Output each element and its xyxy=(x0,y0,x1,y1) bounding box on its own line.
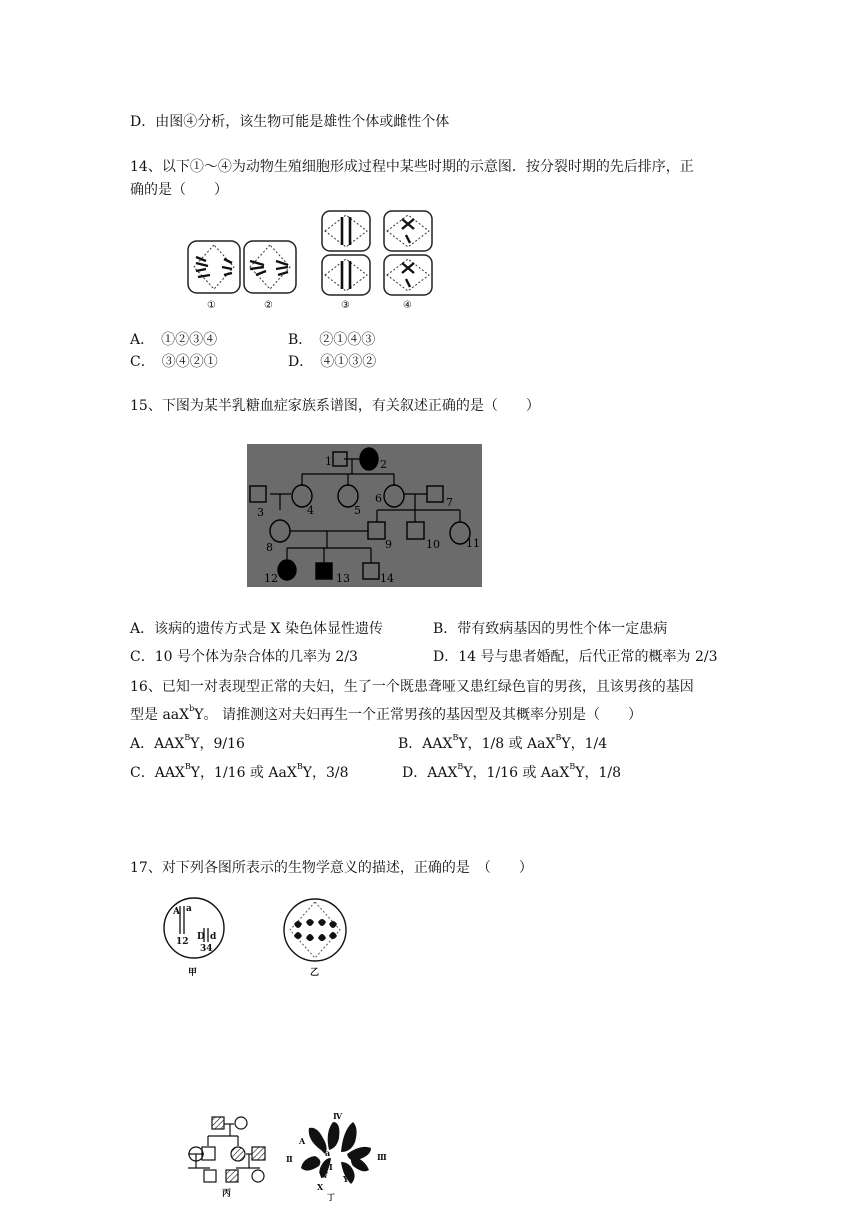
q16-a-mid: Y，9/16 xyxy=(190,736,245,752)
q14-label-4: ④ xyxy=(403,300,412,311)
pedigree-num-3: 3 xyxy=(257,506,264,519)
q15-option-a: A．该病的遗传方式是 X 染色体显性遗传 xyxy=(130,621,383,637)
q14-stem-line2: 确的是（ ） xyxy=(130,182,228,198)
q16-option-b xyxy=(398,734,607,754)
ding-mark-Y: Y xyxy=(343,1174,349,1184)
q16-option-c xyxy=(130,763,348,783)
pedigree-2 xyxy=(360,448,378,470)
q14-cell-4 xyxy=(384,211,432,295)
q16-a-pre: A．AAX xyxy=(130,736,185,752)
pedigree-13 xyxy=(316,563,332,579)
pedigree-num-2: 2 xyxy=(380,458,387,471)
q14-cell-2 xyxy=(244,241,296,293)
q14-option-b: B． ②①④③ xyxy=(288,332,376,348)
q13-option-d: D．由图④分析，该生物可能是雄性个体或雌性个体 xyxy=(130,114,450,130)
jia-gene-A: A xyxy=(173,907,180,917)
q16-option-a xyxy=(130,734,245,754)
jia-gene-a: a xyxy=(186,904,192,914)
ding-mark-IV: Ⅳ xyxy=(333,1111,343,1121)
q16-d-sup1: B xyxy=(457,762,464,771)
pedigree-num-9: 9 xyxy=(385,538,392,551)
q16-d-pre: D．AAX xyxy=(402,765,458,781)
q16-b-sup1: B xyxy=(452,733,459,742)
q14-option-c: C． ③④②① xyxy=(130,354,218,370)
pedigree-num-7: 7 xyxy=(446,496,453,509)
pedigree-num-14: 14 xyxy=(380,572,394,585)
q14-label-3: ③ xyxy=(341,300,350,311)
q15-option-d: D．14 号与患者婚配，后代正常的概率为 2/3 xyxy=(433,649,718,665)
pedigree-num-1: 1 xyxy=(325,455,332,468)
q15-pedigree-chart xyxy=(247,444,482,587)
q16-c-sup1: B xyxy=(184,762,191,771)
ding-mark-I: Ⅰ xyxy=(329,1162,333,1172)
jia-num-34: 34 xyxy=(200,944,213,954)
q16-c-pre: C．AAX xyxy=(130,765,185,781)
ding-mark-III: Ⅲ xyxy=(377,1152,387,1162)
q16-c-sup2: B xyxy=(296,762,303,771)
q16-d-post: Y，1/8 xyxy=(575,765,621,781)
ding-mark-A: A xyxy=(299,1136,306,1146)
pedigree-num-5: 5 xyxy=(354,504,361,517)
q14-label-1: ① xyxy=(207,300,216,311)
q17-figure-jia xyxy=(160,896,230,980)
q16-c-post: Y，3/8 xyxy=(302,765,349,781)
q16-a-sup: B xyxy=(184,733,191,742)
ding-mark-II: Ⅱ xyxy=(286,1154,293,1164)
q16-c-mid: Y，1/16 或 AaX xyxy=(190,765,297,781)
q16-b-sup2: B xyxy=(555,733,562,742)
q16-option-d xyxy=(402,763,621,783)
q14-option-d: D． ④①③② xyxy=(288,354,377,370)
pedigree-num-13: 13 xyxy=(336,572,350,585)
q16-stem-post: Y。 请推测这对夫妇再生一个正常男孩的基因型及其概率分别是（ ） xyxy=(194,707,642,723)
q14-stem-line1: 14、以下①～④为动物生殖细胞形成过程中某些时期的示意图．按分裂时期的先后排序，正 xyxy=(130,159,694,175)
pedigree-num-11: 11 xyxy=(466,537,480,550)
q17-figure-yi xyxy=(280,896,352,980)
q14-cell-division-figure xyxy=(180,205,440,315)
q16-d-sup2: B xyxy=(569,762,576,771)
ding-label: 丁 xyxy=(327,1192,335,1202)
q14-option-a: A． ①②③④ xyxy=(130,332,218,348)
pedigree-num-10: 10 xyxy=(426,538,440,551)
pedigree-num-12: 12 xyxy=(264,572,278,585)
q16-b-mid: Y，1/8 或 AaX xyxy=(458,736,556,752)
pedigree-num-8: 8 xyxy=(266,541,273,554)
pedigree-num-4: 4 xyxy=(307,504,314,517)
bing-label: 丙 xyxy=(222,1189,232,1199)
q16-stem-sup: b xyxy=(189,704,195,713)
q16-b-pre: B．AAX xyxy=(398,736,453,752)
ding-mark-W: W xyxy=(319,1170,328,1180)
jia-label: 甲 xyxy=(188,968,198,978)
pedigree-12 xyxy=(278,560,296,580)
q16-stem-line1: 16、已知一对表现型正常的夫妇，生了一个既患聋哑又患红绿色盲的男孩，且该男孩的基因 xyxy=(130,679,694,695)
jia-num-12: 12 xyxy=(176,937,189,947)
yi-label: 乙 xyxy=(310,968,320,978)
q14-cell-3 xyxy=(322,211,370,295)
q17-figure-ding xyxy=(285,1110,389,1204)
q17-stem: 17、对下列各图所表示的生物学意义的描述，正确的是 （ ） xyxy=(130,860,533,876)
q16-stem-line2 xyxy=(130,705,642,725)
q14-label-2: ② xyxy=(264,300,273,311)
q17-figure-bing xyxy=(186,1112,272,1202)
q16-b-post: Y，1/4 xyxy=(561,736,608,752)
pedigree-num-6: 6 xyxy=(375,492,382,505)
ding-mark-X: X xyxy=(317,1182,324,1192)
q15-option-c: C．10 号个体为杂合体的几率为 2/3 xyxy=(130,649,358,665)
jia-gene-D: D xyxy=(197,932,205,942)
q15-stem: 15、下图为某半乳糖血症家族系谱图，有关叙述正确的是（ ） xyxy=(130,398,540,414)
q16-stem-pre: 型是 aaX xyxy=(130,707,190,723)
q14-cell-1 xyxy=(188,241,240,293)
jia-gene-d: d xyxy=(210,932,217,942)
q15-option-b: B．带有致病基因的男性个体一定患病 xyxy=(433,621,668,637)
q16-d-mid: Y，1/16 或 AaX xyxy=(463,765,570,781)
ding-mark-a: a xyxy=(325,1148,331,1158)
